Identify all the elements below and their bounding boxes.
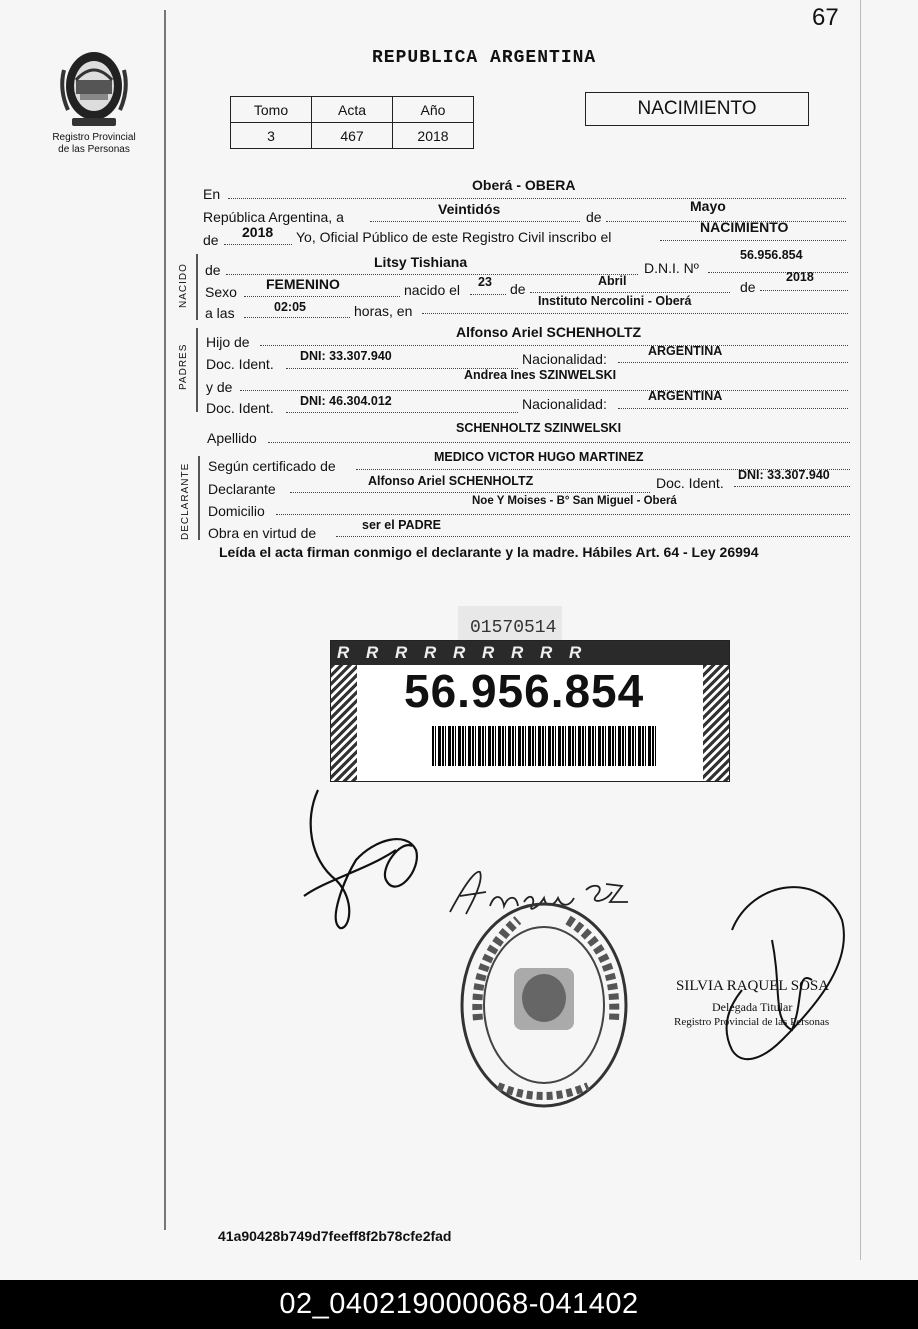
label-sexo: Sexo — [205, 284, 237, 300]
label-nacionalidad: Nacionalidad: — [522, 396, 607, 412]
sticker-dni-number: 56.956.854 — [404, 665, 645, 717]
label-a-las: a las — [205, 305, 235, 321]
value-sexo: FEMENINO — [266, 276, 340, 292]
label-declarante: Declarante — [208, 481, 276, 497]
page-number: 67 — [812, 4, 839, 31]
label-de-year2: de — [740, 279, 756, 295]
value-lugar: Oberá - OBERA — [472, 177, 576, 193]
value-obra: ser el PADRE — [362, 518, 441, 532]
right-edge-line — [860, 0, 861, 1260]
dotted-line — [244, 317, 350, 318]
document-hash: 41a90428b749d7feeff8f2b78cfe2fad — [218, 1228, 452, 1244]
label-oficial: Yo, Oficial Público de este Registro Civil inscribo el — [296, 229, 612, 245]
value-mes: Mayo — [690, 198, 726, 214]
dotted-line — [422, 313, 848, 314]
header-acta: Acta — [312, 97, 393, 123]
misiones-coat-of-arms-icon — [54, 40, 134, 130]
dotted-line — [618, 408, 848, 409]
value-dia: Veintidós — [438, 201, 501, 217]
label-en: En — [203, 186, 221, 202]
country-heading: REPUBLICA ARGENTINA — [372, 48, 597, 68]
dotted-line — [276, 514, 850, 515]
label-doc-ident2: Doc. Ident. — [656, 475, 724, 491]
value-apellido: SCHENHOLTZ SZINWELSKI — [456, 421, 622, 435]
barcode-icon — [432, 726, 656, 766]
dotted-line — [618, 362, 848, 363]
official-signature — [712, 870, 852, 1070]
side-label-padres: PADRES — [178, 343, 189, 390]
value-nombre: Litsy Tishiana — [374, 254, 468, 270]
value-tomo: 3 — [231, 123, 312, 149]
dotted-line — [226, 274, 638, 275]
dotted-line — [268, 442, 850, 443]
serial-number: 01570514 — [470, 618, 557, 638]
value-declarante-doc: DNI: 33.307.940 — [738, 468, 830, 482]
value-hora: 02:05 — [274, 300, 306, 314]
logo-caption — [44, 132, 144, 156]
dotted-line — [530, 292, 730, 293]
dotted-line — [260, 345, 848, 346]
dotted-line — [708, 272, 848, 273]
label-obra: Obra en virtud de — [208, 525, 317, 541]
value-madre-doc: DNI: 46.304.012 — [300, 394, 392, 408]
label-hijo-de: Hijo de — [206, 334, 250, 350]
dotted-line — [244, 296, 400, 297]
official-name: SILVIA RAQUEL SOSA — [676, 978, 830, 994]
section-bracket — [196, 328, 198, 412]
header-tomo: Tomo — [231, 97, 312, 123]
label-horas-en: horas, en — [354, 303, 413, 319]
label-nacionalidad: Nacionalidad: — [522, 351, 607, 367]
sticker-pattern-row: R R R R R R R R R — [331, 641, 730, 665]
registry-table-value-row — [231, 123, 474, 149]
logo-caption-line2: de las Personas — [58, 144, 130, 155]
label-de-year: de — [203, 232, 219, 248]
official-org: Registro Provincial de las Personas — [674, 1016, 830, 1028]
value-anio: 2018 — [393, 123, 474, 149]
label-domicilio: Domicilio — [208, 503, 265, 519]
dotted-line — [760, 290, 848, 291]
value-anio: 2018 — [242, 224, 274, 240]
label-republica: República Argentina, a — [203, 209, 344, 225]
value-dni: 56.956.854 — [740, 248, 803, 262]
label-de-month: de — [510, 281, 526, 297]
label-doc-ident: Doc. Ident. — [206, 400, 274, 416]
label-dni: D.N.I. Nº — [644, 260, 699, 276]
value-declarante: Alfonso Ariel SCHENHOLTZ — [368, 474, 534, 488]
value-padre: Alfonso Ariel SCHENHOLTZ — [456, 324, 642, 340]
closing-statement: Leída el acta firman conmigo el declarante y la madre. Hábiles Art. 64 - Ley 26994 — [219, 544, 759, 560]
value-acta: 467 — [312, 123, 393, 149]
dotted-line — [470, 294, 506, 295]
label-y-de: y de — [206, 379, 233, 395]
registry-table-header-row — [231, 97, 474, 123]
dotted-line — [336, 536, 850, 537]
label-de: de — [586, 209, 602, 225]
label-apellido: Apellido — [207, 430, 257, 446]
sticker-pattern-right — [703, 665, 729, 781]
label-de-name: de — [205, 262, 221, 278]
dotted-line — [290, 492, 650, 493]
left-margin-line — [164, 10, 166, 1230]
label-doc-ident: Doc. Ident. — [206, 356, 274, 372]
value-padre-doc: DNI: 33.307.940 — [300, 349, 392, 363]
dotted-line — [228, 198, 846, 199]
dotted-line — [660, 240, 846, 241]
value-nac-dia: 23 — [478, 275, 492, 289]
side-label-declarante: DECLARANTE — [180, 462, 191, 540]
value-domicilio: Noe Y Moises - B° San Miguel - Oberá — [472, 495, 677, 507]
record-type-box: NACIMIENTO — [585, 92, 809, 126]
sticker-pattern-left — [331, 665, 357, 781]
dotted-line — [370, 221, 580, 222]
value-madre: Andrea Ines SZINWELSKI — [464, 368, 617, 382]
section-bracket — [198, 456, 200, 540]
official-stamp-icon — [458, 900, 630, 1110]
header-anio: Año — [393, 97, 474, 123]
dotted-line — [286, 412, 518, 413]
value-nac-anio: 2018 — [786, 270, 814, 284]
value-inscribe: NACIMIENTO — [700, 219, 789, 235]
value-nac-mes: Abril — [598, 274, 627, 288]
declarante-signature — [296, 780, 426, 940]
logo-caption-line1: Registro Provincial — [52, 132, 136, 143]
footer-code: 02_040219000068-041402 — [0, 1280, 918, 1329]
dotted-line — [240, 390, 848, 391]
value-padre-nac: ARGENTINA — [648, 344, 723, 358]
value-certificado: MEDICO VICTOR HUGO MARTINEZ — [434, 450, 644, 464]
label-segun: Según certificado de — [208, 458, 336, 474]
section-bracket — [196, 254, 198, 320]
dotted-line — [734, 486, 850, 487]
side-label-nacido: NACIDO — [178, 263, 189, 308]
registry-table — [230, 96, 474, 149]
label-nacido-el: nacido el — [404, 282, 461, 298]
value-lugar-nac: Instituto Nercolini - Oberá — [538, 294, 692, 308]
official-title: Delegada Titular — [712, 1000, 793, 1014]
value-madre-nac: ARGENTINA — [648, 389, 723, 403]
dotted-line — [224, 244, 292, 245]
